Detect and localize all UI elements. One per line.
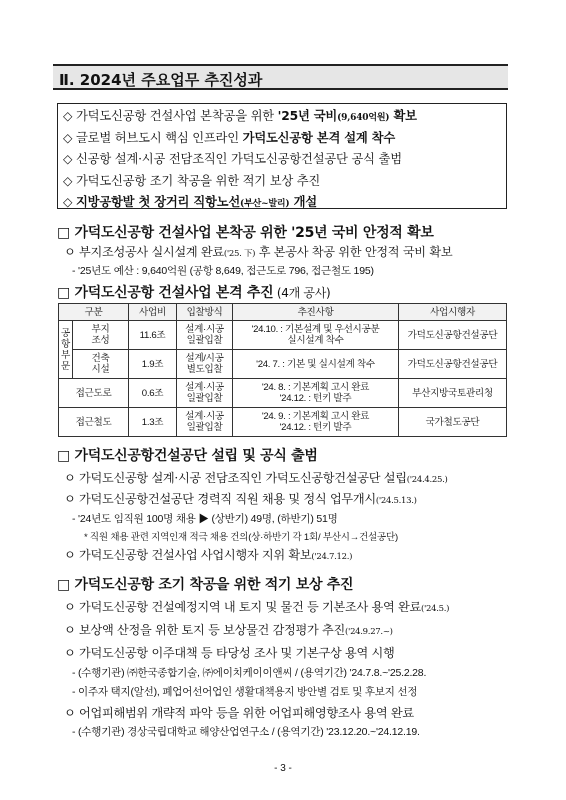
section4-sub1: - (수행기관) ㈜한국종합기술, ㈜에이치케이이앤씨 / (용역기간) '24.7.8.~'25.2.28. (72, 667, 427, 679)
section4-bullet3: ㅇ 가덕도신공항 이주대책 등 타당성 조사 및 기본구상 용역 시행 (64, 646, 395, 660)
section3-bullet1: ㅇ 가덕도신공항 설계·시공 전담조직인 가덕도신공항건설공단 설립('24.4.25.) (64, 471, 448, 485)
section3-sub1: - '24년도 임직원 100명 채용 ▶ (상반기) 49명, (하반기) 51명 (72, 513, 338, 525)
table-row (59, 408, 507, 437)
table-cell-cost: 1.3조 (129, 408, 177, 437)
table-cell-name: 부지 조성 (73, 321, 129, 350)
section2-heading: □ 가덕도신공항 건설사업 본격 추진 (4개 공사) (57, 285, 331, 301)
table-cell-name: 접근도로 (59, 379, 129, 408)
summary-item: ◇ 글로벌 허브도시 핵심 인프라인 가덕도신공항 본격 설계 착수 (63, 130, 396, 145)
section4-sub3: - (수행기관) 경상국립대학교 해양산업연구소 / (용역기간) '23.12.20.~'24.12.19. (72, 726, 420, 738)
section-title: Ⅱ. 2024년 주요업무 추진성과 (53, 64, 508, 90)
table-row (59, 350, 507, 379)
summary-item: ◇ 지방공항발 첫 장거리 직항노선(부산~발리) 개설 (63, 195, 317, 210)
table-cell-cost: 1.9조 (129, 350, 177, 379)
table-cell-cost: 0.6조 (129, 379, 177, 408)
project-table (58, 303, 507, 437)
table-cell-name: 건축 시설 (73, 350, 129, 379)
section4-sub2: - 이주자 택지(알선), 폐업어선어업인 생활대책용지 방안별 검토 및 후보지 선정 (72, 686, 418, 698)
table-cell-bid: 설계/시공 별도입찰 (177, 350, 233, 379)
section1-heading: □ 가덕도신공항 건설사업 본착공 위한 '25년 국비 안정적 확보 (57, 225, 434, 241)
table-cell-operator: 가덕도신공항건설공단 (399, 350, 507, 379)
table-header-operator: 사업시행자 (399, 304, 507, 321)
table-row (59, 379, 507, 408)
table-cell-bid: 설계·시공 일괄입찰 (177, 408, 233, 437)
summary-box (57, 103, 507, 209)
table-cell-name: 접근철도 (59, 408, 129, 437)
table-cell-progress: '24.10. : 기본설계 및 우선시공분 실시설계 착수 (233, 321, 399, 350)
summary-item: ◇ 가덕도신공항 건설사업 본착공을 위한 '25년 국비(9,640억원) 확보 (63, 109, 417, 123)
section1-sub1: - '25년도 예산 : 9,640억원 (공항 8,649, 접근도로 796, 접근철도 195) (72, 265, 374, 277)
table-cell-progress: '24. 7. : 기본 및 실시설계 착수 (233, 350, 399, 379)
section1-bullet1: ㅇ 부지조성공사 실시설계 완료('25. 下) 후 본공사 착공 위한 안정적 국비 확보 (64, 245, 453, 259)
table-cell-operator: 가덕도신공항건설공단 (399, 321, 507, 350)
section4-heading: □ 가덕도신공항 조기 착공을 위한 적기 보상 추진 (57, 577, 354, 593)
table-cell-progress: '24. 9. : 기본계획 고시 완료 '24.12. : 턴키 발주 (233, 408, 399, 437)
section3-heading: □ 가덕도신공항건설공단 설립 및 공식 출범 (57, 448, 318, 464)
section3-bullet2: ㅇ 가덕도신공항건설공단 경력직 직원 채용 및 정식 업무개시('24.5.13.) (64, 492, 417, 506)
table-header-cost: 사업비 (129, 304, 177, 321)
table-cell-bid: 설계·시공 일괄입찰 (177, 379, 233, 408)
table-header-progress: 추진사항 (233, 304, 399, 321)
table-header-bid: 입찰방식 (177, 304, 233, 321)
page-number: - 3 - (274, 763, 292, 774)
table-cell-bid: 설계·시공 일괄입찰 (177, 321, 233, 350)
section4-bullet4: ㅇ 어업피해범위 개략적 파악 등을 위한 어업피해영향조사 용역 완료 (64, 706, 414, 720)
table-cell-operator: 부산지방국토관리청 (399, 379, 507, 408)
table-group-airport: 공 항 부 문 (59, 321, 73, 379)
table-header-category: 구분 (59, 304, 129, 321)
summary-item: ◇ 신공항 설계·시공 전담조직인 가덕도신공항건설공단 공식 출범 (63, 152, 402, 167)
table-cell-cost: 11.6조 (129, 321, 177, 350)
section3-note1: * 직원 채용 관련 지역인재 적극 채용 건의(상·하반기 각 1회/ 부산시→건설공단) (84, 532, 398, 543)
summary-item: ◇ 가덕도신공항 조기 착공을 위한 적기 보상 추진 (63, 173, 321, 188)
table-row (59, 321, 507, 350)
table-cell-operator: 국가철도공단 (399, 408, 507, 437)
section4-bullet1: ㅇ 가덕도신공항 건설예정지역 내 토지 및 물건 등 기본조사 용역 완료('24.5.) (64, 600, 450, 614)
section4-bullet2: ㅇ 보상액 산정을 위한 토지 등 보상물건 감정평가 추진('24.9.27.~) (64, 623, 393, 637)
table-cell-progress: '24. 8. : 기본계획 고시 완료 '24.12. : 턴키 발주 (233, 379, 399, 408)
section3-bullet3: ㅇ 가덕도신공항 건설사업 사업시행자 지위 확보('24.7.12.) (64, 548, 353, 562)
